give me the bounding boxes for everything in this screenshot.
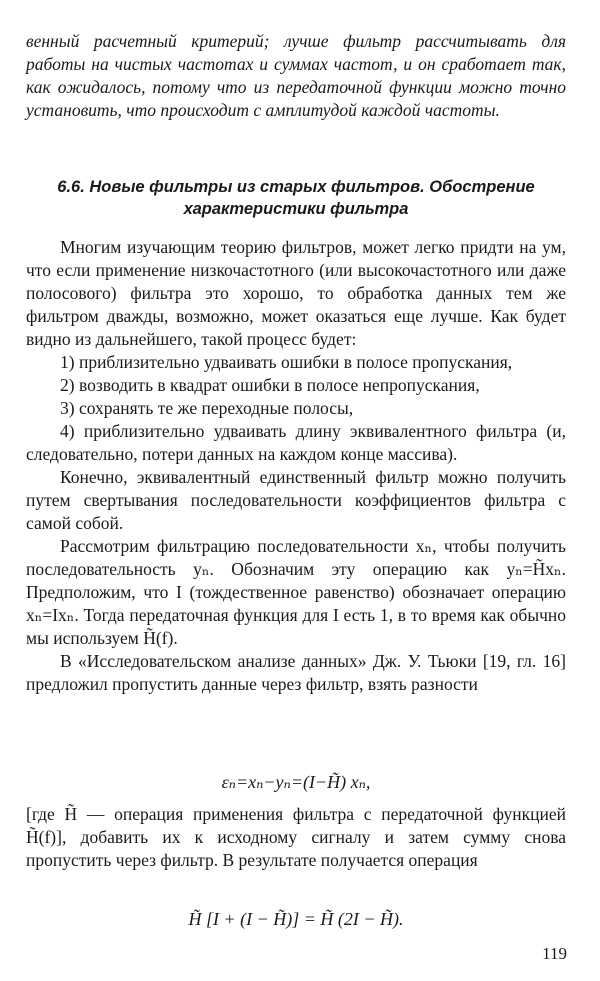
- tukey-paragraph: В «Исследовательском анализе данных» Дж. У. Тьюки [19, гл. 16] предложил пропустить данные через фильтр, взять разности: [26, 651, 566, 694]
- section-heading-line-2: характеристики фильтра: [183, 200, 409, 218]
- list-item-3: 3) сохранять те же переходные полосы,: [60, 398, 354, 418]
- filtering-paragraph: Рассмотрим фильтрацию последовательности xₙ, чтобы получить последовательность yₙ. Обозначим эту операцию как yₙ=H̃xₙ. Предположим, что I (тождественное равенство) обозначает операцию xₙ=Ixₙ. Тогда передаточная функция для I есть 1, в то время как обычно мы используем H̃(f).: [26, 536, 566, 648]
- section-heading-line-1: 6.6. Новые фильтры из старых фильтров. Обострение: [57, 178, 535, 196]
- continuation-paragraph: венный расчетный критерий; лучше фильтр рассчитывать для работы на чистых частотах и суммах частот, и он сработает так, как ожидалось, потому что из передаточной функции можно точно установить, что происходит с амплитудой каждой частоты.: [26, 31, 566, 120]
- section-body: [26, 236, 566, 696]
- page-number: 119: [542, 944, 567, 963]
- list-item-4: 4) приблизительно удваивать длину эквивалентного фильтра (и, следовательно, потери данных на каждом конце массива).: [26, 421, 566, 464]
- difference-formula: εₙ=xₙ−yₙ=(I−H̃) xₙ,: [221, 772, 371, 792]
- list-item-2: 2) возводить в квадрат ошибки в полосе непропускания,: [60, 375, 480, 395]
- equivalent-filter-paragraph: Конечно, эквивалентный единственный фильтр можно получить путем свертывания последовательности коэффициентов фильтра с самой собой.: [26, 467, 566, 533]
- list-item-1: 1) приблизительно удваивать ошибки в полосе пропускания,: [60, 352, 513, 372]
- after-formula-paragraph: [где H̃ — операция применения фильтра с передаточной функцией H̃(f)], добавить их к исходному сигналу и затем сумму снова пропустить через фильтр. В результате получается операция: [26, 804, 566, 870]
- intro-paragraph: Многим изучающим теорию фильтров, может легко придти на ум, что если применение низкочастотного (или высокочастотного или даже полосового) фильтра это хорошо, то обработка данных тем же фильтром дважды, возможно, может оказаться еще лучше. Как будет видно из дальнейшего, такой процесс будет:: [26, 237, 566, 349]
- operation-formula: H̃ [I + (I − H̃)] = H̃ (2I − H̃).: [188, 909, 404, 929]
- section-heading: [26, 176, 566, 220]
